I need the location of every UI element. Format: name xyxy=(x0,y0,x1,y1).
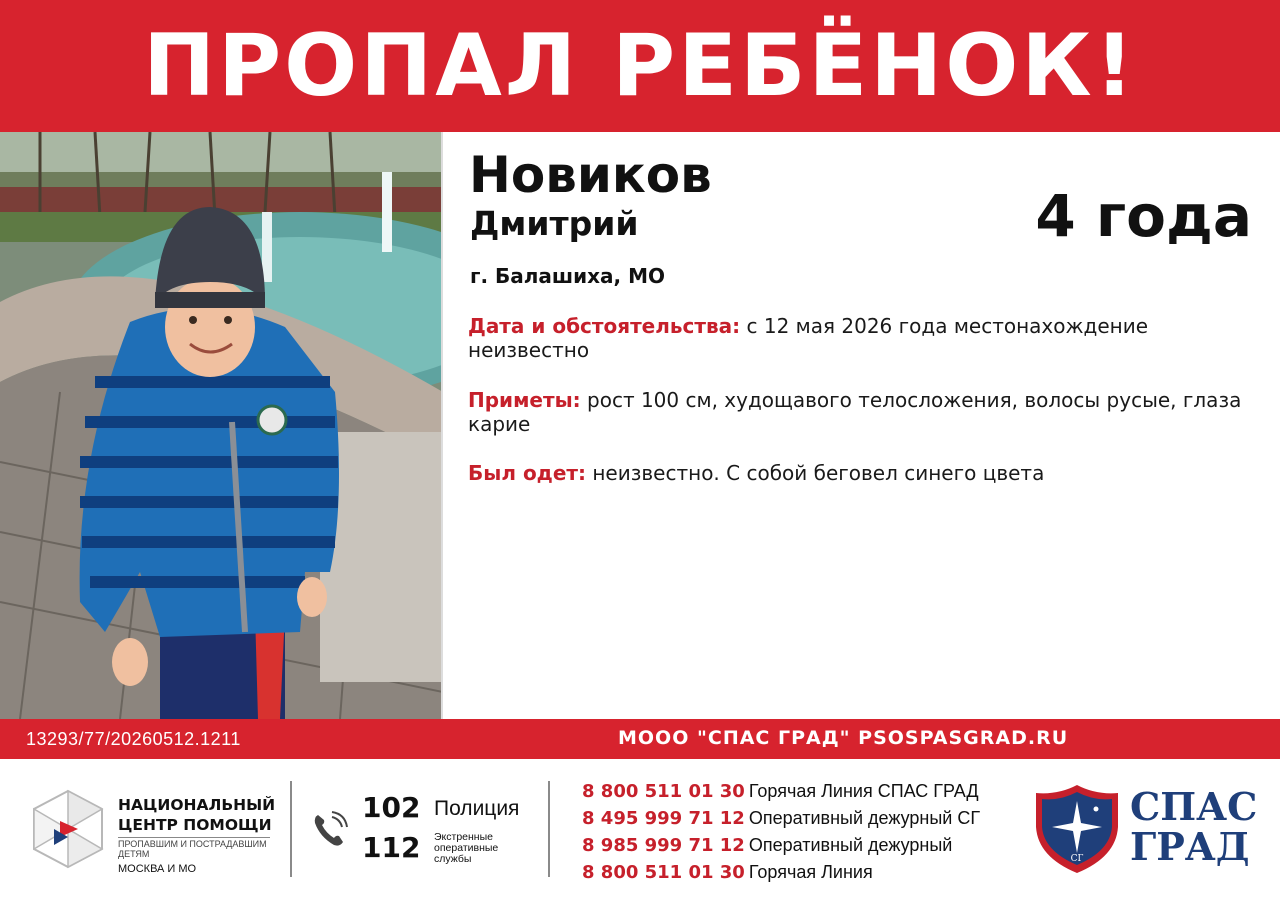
spasgrad-shield-icon xyxy=(1034,783,1120,875)
ncp-title-line2: ЦЕНТР ПОМОЩИ xyxy=(118,816,272,834)
brand-line2: ГРАД xyxy=(1130,824,1250,869)
emergency-number[interactable]: 112 xyxy=(362,831,421,864)
circumstances-text: с 12 мая 2026 года местонахождение неизвестно xyxy=(468,314,1149,362)
contact-label: Горячая Линия xyxy=(748,862,873,882)
contact-item xyxy=(582,805,980,832)
contact-item xyxy=(582,859,980,886)
emergency-label: Экстренные оперативные службы xyxy=(434,831,499,865)
shield-text: СГ xyxy=(1070,854,1084,864)
police-label: Полиция xyxy=(434,797,520,820)
clothes-text: неизвестно. С собой беговел синего цвета xyxy=(592,461,1045,485)
circumstances-label: Дата и обстоятельства: xyxy=(468,314,741,338)
contact-label: Оперативный дежурный СГ xyxy=(748,808,981,828)
contact-number[interactable]: 8 800 511 01 30 xyxy=(582,781,745,802)
circumstances-paragraph xyxy=(468,314,1258,362)
contact-number[interactable]: 8 985 999 71 12 xyxy=(582,835,745,856)
contact-list xyxy=(582,778,980,886)
contact-label: Горячая Линия СПАС ГРАД xyxy=(748,781,979,801)
photo-illustration xyxy=(0,132,443,719)
ncp-region: МОСКВА И МО xyxy=(118,863,197,875)
police-number[interactable]: 102 xyxy=(362,791,421,824)
ncp-text-block xyxy=(118,795,275,875)
contact-number[interactable]: 8 495 999 71 12 xyxy=(582,808,745,829)
footer xyxy=(0,759,1280,901)
footer-divider xyxy=(548,781,550,877)
page-title: ПРОПАЛ РЕБЁНОК! xyxy=(143,16,1137,116)
contact-item xyxy=(582,832,980,859)
ncp-title-line1: НАЦИОНАЛЬНЫЙ xyxy=(118,796,276,814)
child-surname: Новиков xyxy=(469,146,712,204)
child-age: 4 года xyxy=(1035,182,1252,250)
header-banner xyxy=(0,0,1280,132)
child-photo xyxy=(0,132,443,719)
clothes-paragraph xyxy=(468,461,1258,485)
brand-line1: СПАС xyxy=(1130,784,1258,829)
features-paragraph xyxy=(468,388,1258,436)
organization-link[interactable]: МООО "СПАС ГРАД" PSOSPASGRAD.RU xyxy=(618,727,1069,749)
clothes-label: Был одет: xyxy=(468,461,586,485)
case-number: 13293/77/20260512.1211 xyxy=(26,729,241,749)
child-firstname: Дмитрий xyxy=(470,204,639,243)
case-bar xyxy=(0,719,1280,759)
ncp-subtitle: ПРОПАВШИМ И ПОСТРАДАВШИМ ДЕТЯМ xyxy=(118,837,270,859)
contact-label: Оперативный дежурный xyxy=(748,835,953,855)
contact-number[interactable]: 8 800 511 01 30 xyxy=(582,862,745,883)
features-label: Приметы: xyxy=(468,388,581,412)
contact-item xyxy=(582,778,980,805)
footer-divider xyxy=(290,781,292,877)
info-panel xyxy=(443,132,1280,719)
child-city: г. Балашиха, МО xyxy=(470,264,666,288)
phone-icon xyxy=(312,811,348,849)
ncp-logo-icon xyxy=(30,789,106,869)
spasgrad-brand xyxy=(1130,784,1258,869)
features-text: рост 100 см, худощавого телосложения, волосы русые, глаза карие xyxy=(468,388,1242,436)
